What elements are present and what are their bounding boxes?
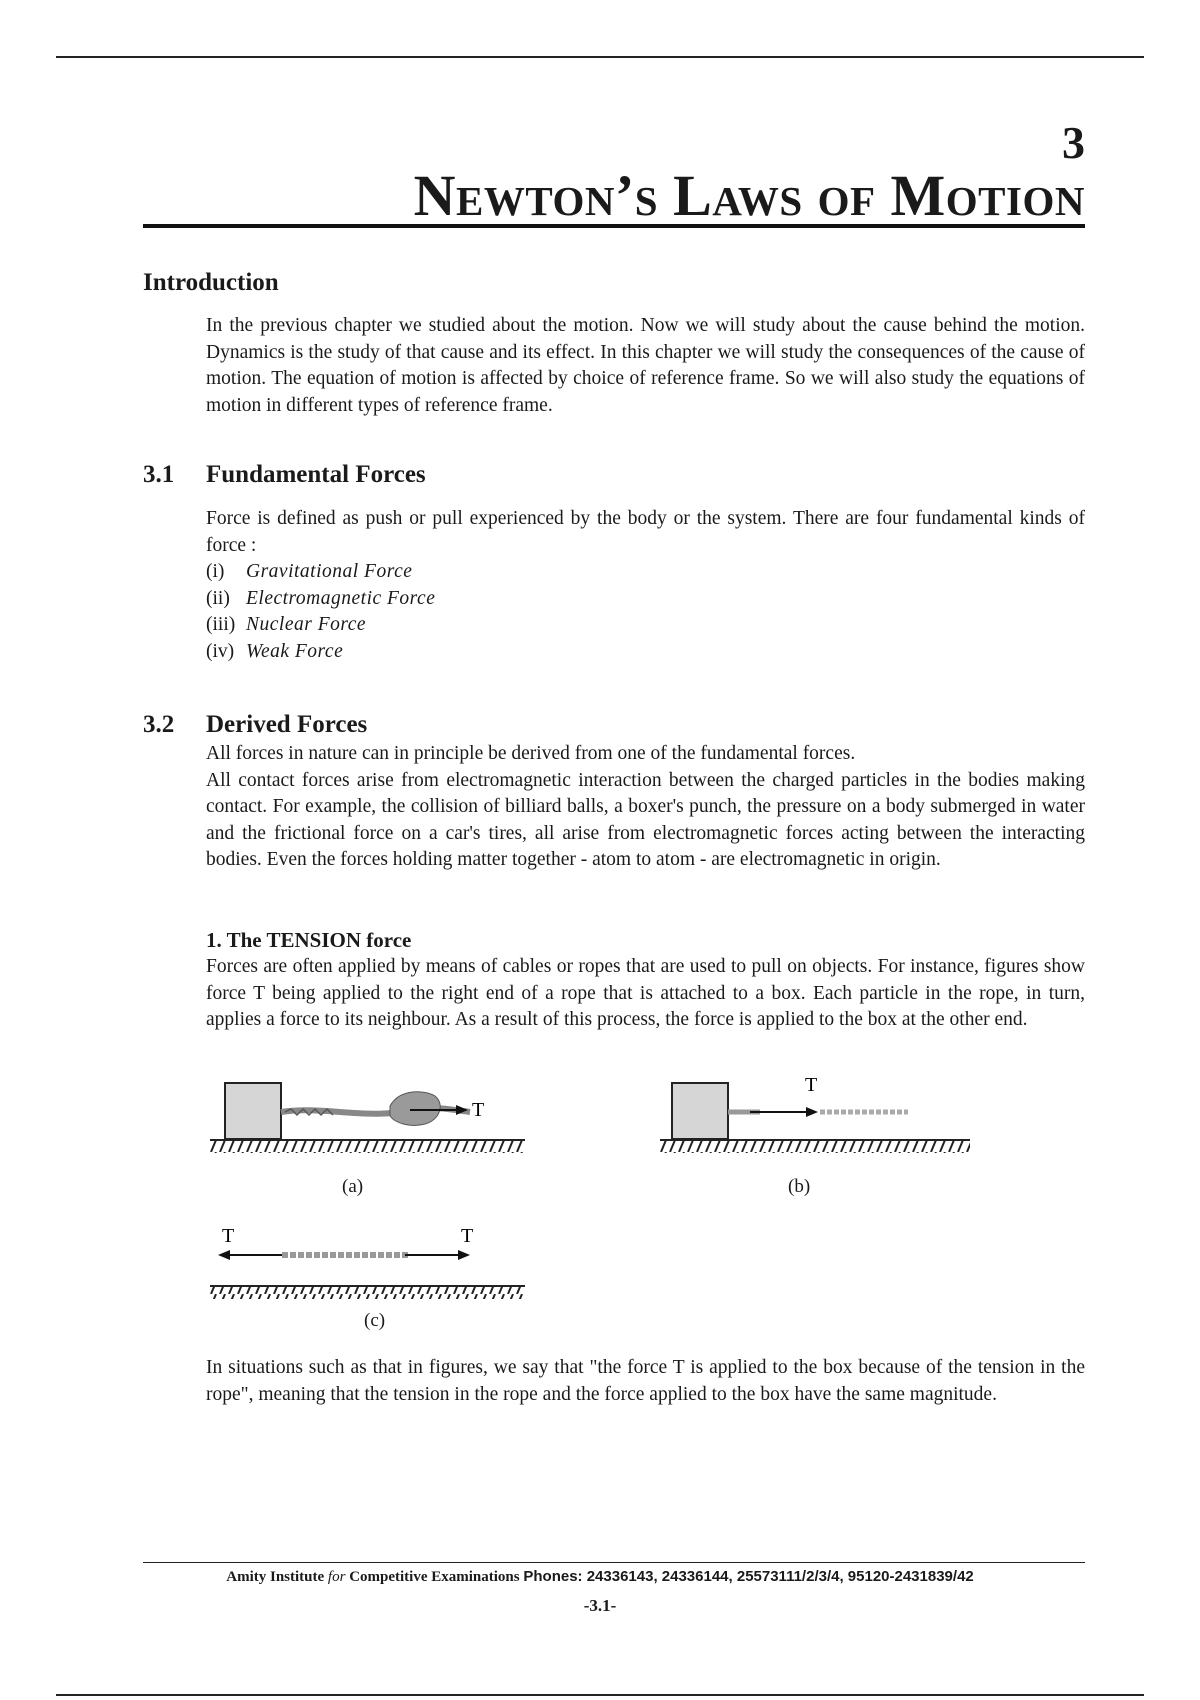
chapter-title: Newton’s Laws of Motion <box>413 163 1085 228</box>
figure-a-caption: (a) <box>342 1176 364 1197</box>
top-rule <box>56 56 1144 58</box>
figure-a <box>200 1068 540 1158</box>
footer-line <box>0 1568 1200 1586</box>
section-number: 3.2 <box>143 711 175 738</box>
introduction-text: In the previous chapter we studied about the motion. Now we will study about the cause behind the motion. Dynamics is the study of that cause and its effect. In this chapter we will study the consequences of the cause of motion. The equation of motion is affected by choice of reference frame. So we will also study the equations of motion in different types of reference frame. <box>206 315 1085 416</box>
figure-b-caption: (b) <box>788 1176 811 1197</box>
force-label: T <box>472 1099 485 1121</box>
section-number: 3.1 <box>143 461 175 488</box>
tension-text: Forces are often applied by means of cables or ropes that are used to pull on objects. For instance, figures show force T being applied to the right end of a rope that is attached to a box. Each particle in the rope, in turn, applies a force to its neighbour. As a result of this process, the force is applied to the box at the other end. <box>206 956 1085 1030</box>
tension-heading: 1. The TENSION force <box>206 928 412 952</box>
section-title: Derived Forces <box>206 711 368 738</box>
force-label-right: T <box>461 1225 474 1247</box>
list-item: (ii) Electromagnetic Force <box>206 587 436 609</box>
arrow-head-right <box>458 1250 470 1260</box>
ground-hatch <box>210 1287 525 1299</box>
title-rule <box>143 224 1085 228</box>
hand <box>390 1092 440 1126</box>
force-label-left: T <box>222 1225 235 1247</box>
list-item: (iv) Weak Force <box>206 640 344 662</box>
section-3-1-heading <box>143 460 426 490</box>
list-item: (i) Gravitational Force <box>206 561 413 582</box>
box <box>672 1083 728 1139</box>
figure-c <box>200 1222 540 1302</box>
footer-institute: Amity Institute for Competitive Examinations <box>226 1569 520 1585</box>
box <box>225 1083 281 1139</box>
page-number: -3.1- <box>583 1596 617 1615</box>
fundamental-forces-list <box>206 559 1085 665</box>
list-item: (iii) Nuclear Force <box>206 614 367 635</box>
introduction-heading: Introduction <box>143 269 279 296</box>
footer-rule <box>143 1562 1085 1563</box>
footer-phones: Phones: 24336143, 24336144, 25573111/2/3/4, 95120-2431839/42 <box>523 1568 974 1585</box>
figure-b <box>650 1068 990 1158</box>
arrow-head <box>806 1107 818 1117</box>
ground-hatch <box>210 1141 525 1153</box>
chapter-number: 3 <box>1062 117 1085 168</box>
section-3-2-text: All forces in nature can in principle be derived from one of the fundamental forces. All contact forces arise from electromagnetic interaction between the charged particles in the bodies making contact. For example, the collision of billiard balls, a boxer's punch, the pressure on a body submerged in water and the frictional force on a car's tires, all arise from electromagnetic forces acting between the interacting bodies. Even the forces holding matter together - atom to atom - are electromagnetic in origin. <box>206 743 1085 870</box>
section-3-1-text: Force is defined as push or pull experienced by the body or the system. There are four fundamental kinds of force : <box>206 508 1085 556</box>
bottom-rule <box>56 1694 1144 1696</box>
force-label: T <box>805 1074 818 1096</box>
tension-conclusion: In situations such as that in figures, we say that "the force T is applied to the box because of the tension in the rope", meaning that the tension in the rope and the force applied to the box have the same magnitude. <box>206 1357 1085 1405</box>
ground-hatch <box>660 1141 970 1153</box>
figure-c-caption: (c) <box>364 1310 386 1331</box>
section-title: Fundamental Forces <box>206 461 426 488</box>
section-3-2-heading <box>143 710 367 740</box>
